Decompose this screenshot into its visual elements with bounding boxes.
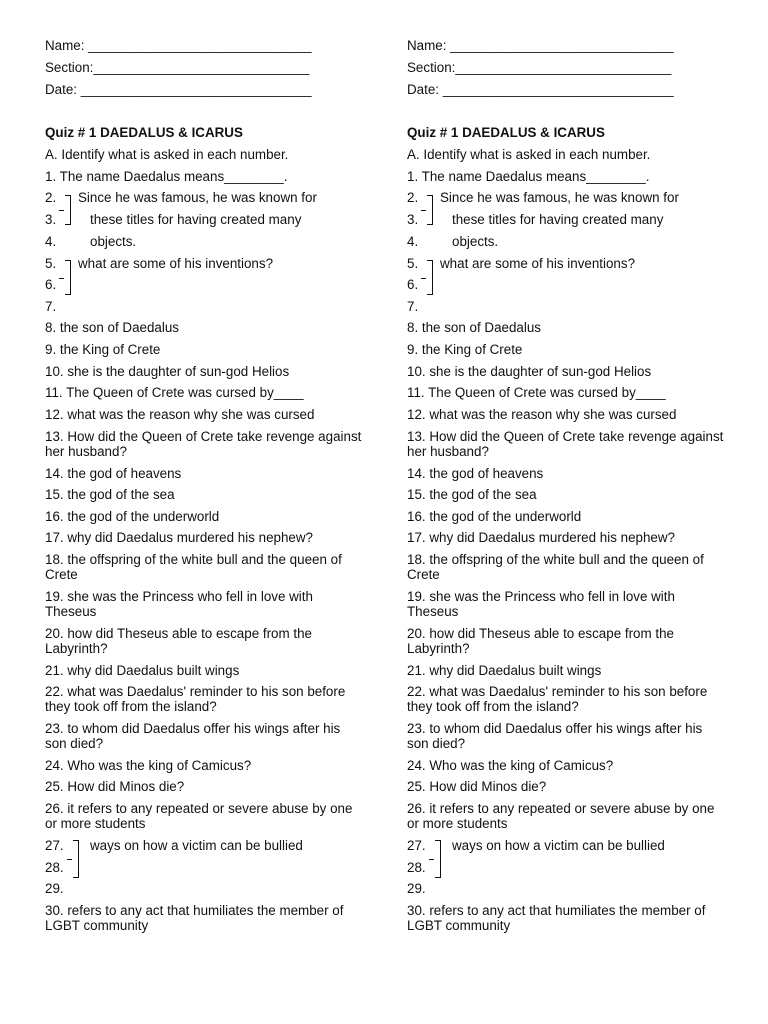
question-12: 12. what was the reason why she was cursed xyxy=(407,407,677,422)
question-11: 11. The Queen of Crete was cursed by____ xyxy=(407,385,666,400)
question-24: 24. Who was the king of Camicus? xyxy=(45,758,252,773)
question-4-number: 4. xyxy=(407,234,419,249)
section-field: Section:_____________________________ xyxy=(45,60,310,75)
question-26: 26. it refers to any repeated or severe abuse by one or more students xyxy=(407,801,715,831)
question-10: 10. she is the daughter of sun-god Helios xyxy=(45,364,290,379)
question-14: 14. the god of heavens xyxy=(407,466,544,481)
question-4-text: objects. xyxy=(90,234,137,249)
question-17: 17. why did Daedalus murdered his nephew? xyxy=(45,530,313,545)
question-2-text: Since he was famous, he was known for xyxy=(78,190,317,205)
question-9: 9. the King of Crete xyxy=(45,342,161,357)
question-2-number: 2. xyxy=(407,190,419,205)
question-23: 23. to whom did Daedalus offer his wings after his son died? xyxy=(45,721,341,751)
question-20: 20. how did Theseus able to escape from the Labyrinth? xyxy=(407,626,674,656)
bracket-q5-q6 xyxy=(425,260,433,295)
question-24: 24. Who was the king of Camicus? xyxy=(407,758,614,773)
question-2-text: Since he was famous, he was known for xyxy=(440,190,679,205)
question-28: 28. xyxy=(45,860,64,875)
bracket-q2-q3 xyxy=(425,195,433,225)
question-15: 15. the god of the sea xyxy=(45,487,175,502)
question-7: 7. xyxy=(407,299,419,314)
question-8: 8. the son of Daedalus xyxy=(407,320,541,335)
question-16: 16. the god of the underworld xyxy=(45,509,220,524)
question-19: 19. she was the Princess who fell in love with Theseus xyxy=(407,589,675,619)
question-26: 26. it refers to any repeated or severe abuse by one or more students xyxy=(45,801,353,831)
question-29: 29. xyxy=(407,881,426,896)
question-11: 11. The Queen of Crete was cursed by____ xyxy=(45,385,304,400)
question-13: 13. How did the Queen of Crete take revenge against her husband? xyxy=(407,429,724,459)
question-4-number: 4. xyxy=(45,234,57,249)
instruction: A. Identify what is asked in each number. xyxy=(407,147,651,162)
question-10: 10. she is the daughter of sun-god Helios xyxy=(407,364,652,379)
question-12: 12. what was the reason why she was cursed xyxy=(45,407,315,422)
question-9: 9. the King of Crete xyxy=(407,342,523,357)
question-25: 25. How did Minos die? xyxy=(45,779,185,794)
question-15: 15. the god of the sea xyxy=(407,487,537,502)
question-8: 8. the son of Daedalus xyxy=(45,320,179,335)
quiz-title: Quiz # 1 DAEDALUS & ICARUS xyxy=(407,125,605,140)
question-19: 19. she was the Princess who fell in love with Theseus xyxy=(45,589,313,619)
question-6: 6. xyxy=(45,277,57,292)
question-27-text: ways on how a victim can be bullied xyxy=(452,838,665,853)
question-18: 18. the offspring of the white bull and the queen of Crete xyxy=(407,552,704,582)
question-28: 28. xyxy=(407,860,426,875)
question-17: 17. why did Daedalus murdered his nephew? xyxy=(407,530,675,545)
question-27-number: 27. xyxy=(45,838,64,853)
instruction: A. Identify what is asked in each number. xyxy=(45,147,289,162)
question-20: 20. how did Theseus able to escape from the Labyrinth? xyxy=(45,626,312,656)
bracket-q5-q6 xyxy=(63,260,71,295)
date-field: Date: _______________________________ xyxy=(407,82,674,97)
quiz-title: Quiz # 1 DAEDALUS & ICARUS xyxy=(45,125,243,140)
name-field: Name: ______________________________ xyxy=(45,38,312,53)
question-30: 30. refers to any act that humiliates the member of LGBT community xyxy=(45,903,344,933)
question-4-text: objects. xyxy=(452,234,499,249)
question-5-number: 5. xyxy=(45,256,57,271)
question-22: 22. what was Daedalus' reminder to his son before they took off from the island? xyxy=(45,684,346,714)
question-25: 25. How did Minos die? xyxy=(407,779,547,794)
question-1: 1. The name Daedalus means________. xyxy=(45,169,288,184)
question-2-number: 2. xyxy=(45,190,57,205)
question-5-text: what are some of his inventions? xyxy=(440,256,636,271)
question-3-number: 3. xyxy=(407,212,419,227)
quiz-copy-left xyxy=(45,0,375,1024)
question-23: 23. to whom did Daedalus offer his wings after his son died? xyxy=(407,721,703,751)
question-18: 18. the offspring of the white bull and the queen of Crete xyxy=(45,552,342,582)
question-30: 30. refers to any act that humiliates the member of LGBT community xyxy=(407,903,706,933)
question-16: 16. the god of the underworld xyxy=(407,509,582,524)
name-field: Name: ______________________________ xyxy=(407,38,674,53)
bracket-q27-q28 xyxy=(433,840,441,878)
question-3-number: 3. xyxy=(45,212,57,227)
question-21: 21. why did Daedalus built wings xyxy=(45,663,240,678)
question-27-number: 27. xyxy=(407,838,426,853)
question-5-number: 5. xyxy=(407,256,419,271)
bracket-q27-q28 xyxy=(71,840,79,878)
question-7: 7. xyxy=(45,299,57,314)
question-21: 21. why did Daedalus built wings xyxy=(407,663,602,678)
question-29: 29. xyxy=(45,881,64,896)
question-22: 22. what was Daedalus' reminder to his son before they took off from the island? xyxy=(407,684,708,714)
question-14: 14. the god of heavens xyxy=(45,466,182,481)
date-field: Date: _______________________________ xyxy=(45,82,312,97)
question-13: 13. How did the Queen of Crete take revenge against her husband? xyxy=(45,429,362,459)
question-5-text: what are some of his inventions? xyxy=(78,256,274,271)
question-27-text: ways on how a victim can be bullied xyxy=(90,838,303,853)
question-3-text: these titles for having created many xyxy=(452,212,664,227)
bracket-q2-q3 xyxy=(63,195,71,225)
quiz-copy-right xyxy=(407,0,737,1024)
section-field: Section:_____________________________ xyxy=(407,60,672,75)
question-1: 1. The name Daedalus means________. xyxy=(407,169,650,184)
question-6: 6. xyxy=(407,277,419,292)
question-3-text: these titles for having created many xyxy=(90,212,302,227)
